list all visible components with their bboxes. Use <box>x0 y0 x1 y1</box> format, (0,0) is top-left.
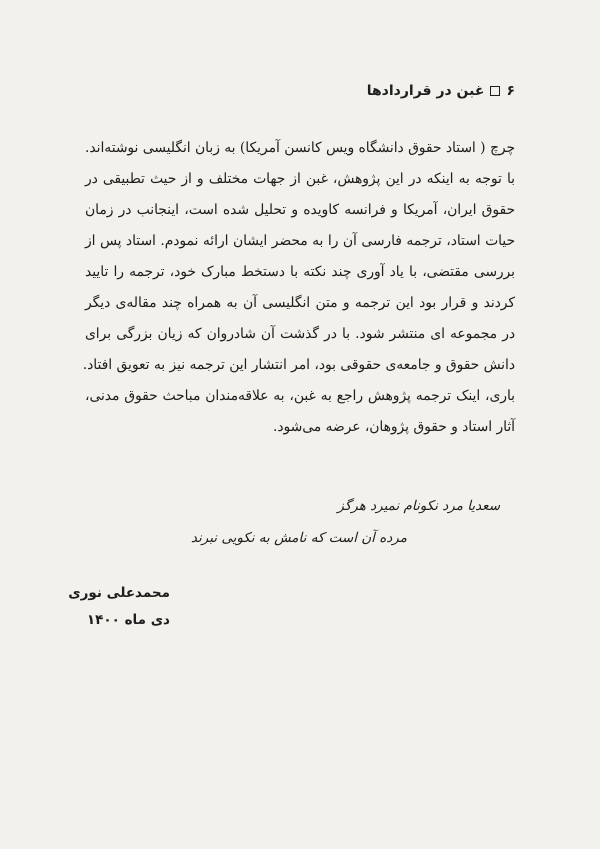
body-line: بررسی مقتضی، با یاد آوری چند نکته با دستخط مبارک خود، ترجمه را تایید <box>85 264 515 280</box>
body-line: دانش حقوق و جامعه‌ی حقوقی بود، امر انتشار این ترجمه نیز به تعویق افتاد. <box>82 357 515 373</box>
body-line: در مجموعه ای منتشر شود. با در گذشت آن شادروان که زیان بزرگی برای <box>85 326 515 342</box>
body-paragraph <box>82 133 515 443</box>
body-line: حیات استاد، ترجمه فارسی آن را به محضر ایشان ارائه نمودم. استاد پس از <box>85 233 515 249</box>
chapter-title: غبن در قراردادها <box>366 83 485 99</box>
body-line: کردند و قرار بود این ترجمه و متن انگلیسی آن به همراه چند مقاله‌ی دیگر <box>85 295 515 311</box>
square-bullet-icon <box>490 86 500 96</box>
page-number: ۶ <box>506 83 515 99</box>
body-line: آثار استاد و حقوق پژوهان، عرضه می‌شود. <box>272 419 515 435</box>
body-line: باری، اینک ترجمه پژوهش راجع به غبن، به علاقه‌مندان مباحث حقوق مدنی، <box>85 388 515 404</box>
poem-line-1: سعدیا مرد نکونام نمیرد هرگز <box>337 498 500 514</box>
poem-line-2: مرده آن است که نامش به نکویی نبرند <box>190 530 407 546</box>
signature-block <box>68 580 170 634</box>
author-name: محمدعلی نوری <box>68 585 170 601</box>
body-line: چرچ ( استاد حقوق دانشگاه ویس کانسن آمریکا) به زبان انگلیسی نوشته‌اند. <box>85 140 515 156</box>
signature-date: دی ماه ۱۴۰۰ <box>86 612 170 628</box>
poem-couplet <box>85 490 515 554</box>
body-line: با توجه به اینکه در این پژوهش، غبن از جهات مختلف و از حیث تطبیقی در <box>85 171 515 187</box>
running-header <box>367 83 515 99</box>
body-line: حقوق ایران، آمریکا و فرانسه کاویده و تحلیل شده است، اینجانب در زمان <box>85 202 515 218</box>
